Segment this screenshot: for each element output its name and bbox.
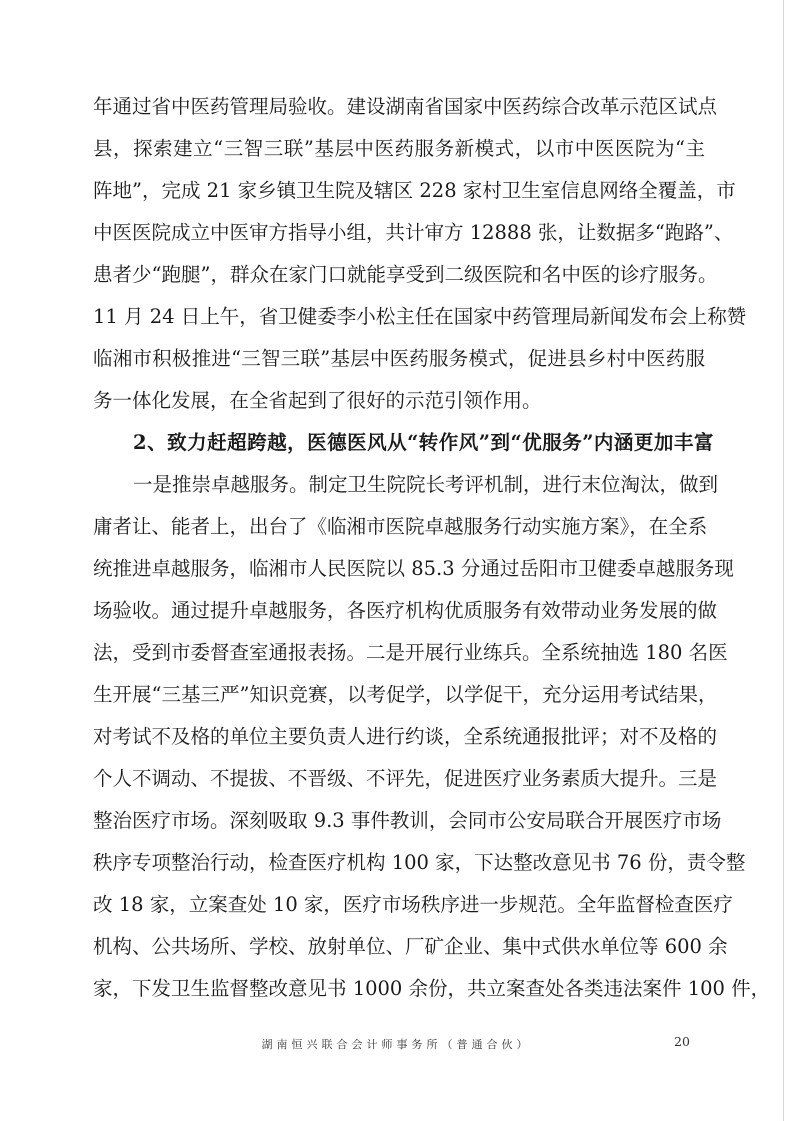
section-heading: 2、致力赶超跨越，医德医风从“转作风”到“优服务”内涵更加丰富 [133, 431, 714, 454]
text-line: 改 18 家，立案查处 10 家，医疗市场秩序进一步规范。全年监督检查医疗 [93, 893, 733, 916]
page-number: 20 [674, 1034, 690, 1049]
text-line: 阵地”，完成 21 家乡镇卫生院及辖区 228 家村卫生室信息网络全覆盖，市 [93, 179, 736, 202]
text-line: 县，探索建立“三智三联”基层中医药服务新模式，以市中医医院为“主 [93, 137, 705, 160]
text-line: 中医医院成立中医审方指导小组，共计审方 12888 张，让数据多“跑路”、 [93, 221, 734, 244]
footer-firm-name: 湖南恒兴联合会计师事务所（普通合伙） [261, 1038, 532, 1051]
text-line: 统推进卓越服务，临湘市人民医院以 85.3 分通过岳阳市卫健委卓越服务现 [93, 557, 734, 580]
text-line: 11 月 24 日上午，省卫健委李小松主任在国家中药管理局新闻发布会上称赞 [93, 305, 747, 328]
text-line: 法，受到市委督查室通报表扬。二是开展行业练兵。全系统抽选 180 名医 [93, 641, 728, 664]
text-line: 年通过省中医药管理局验收。建设湖南省国家中医药综合改革示范区试点 [93, 95, 718, 118]
text-line: 家，下发卫生监督整改意见书 1000 余份，共立案查处各类违法案件 100 件， [93, 977, 771, 1000]
text-line: 机构、公共场所、学校、放射单位、厂矿企业、集中式供水单位等 600 余 [93, 935, 728, 958]
text-line: 庸者让、能者上，出台了《临湘市医院卓越服务行动实施方案》，在全系 [93, 515, 708, 538]
text-line: 场验收。通过提升卓越服务，各医疗机构优质服务有效带动业务发展的做 [93, 599, 718, 622]
scan-edge-divider [783, 0, 784, 1121]
text-line: 对考试不及格的单位主要负责人进行约谈，全系统通报批评；对不及格的 [93, 725, 718, 748]
text-line: 临湘市积极推进“三智三联”基层中医药服务模式，促进县乡村中医药服 [93, 347, 705, 370]
text-line: 务一体化发展，在全省起到了很好的示范引领作用。 [93, 389, 542, 412]
text-line: 整治医疗市场。深刻吸取 9.3 事件教训，会同市公安局联合开展医疗市场 [93, 809, 722, 832]
text-line: 一是推崇卓越服务。制定卫生院院长考评机制，进行末位淘汰，做到 [133, 473, 719, 496]
text-line: 生开展“三基三严”知识竞赛，以考促学，以学促干，充分运用考试结果， [93, 683, 718, 706]
text-line: 秩序专项整治行动，检查医疗机构 100 家，下达整改意见书 76 份，责令整 [93, 851, 746, 874]
text-line: 个人不调动、不提拔、不晋级、不评先，促进医疗业务素质大提升。三是 [93, 767, 718, 790]
text-line: 患者少“跑腿”，群众在家门口就能享受到二级医院和名中医的诊疗服务。 [93, 263, 718, 286]
